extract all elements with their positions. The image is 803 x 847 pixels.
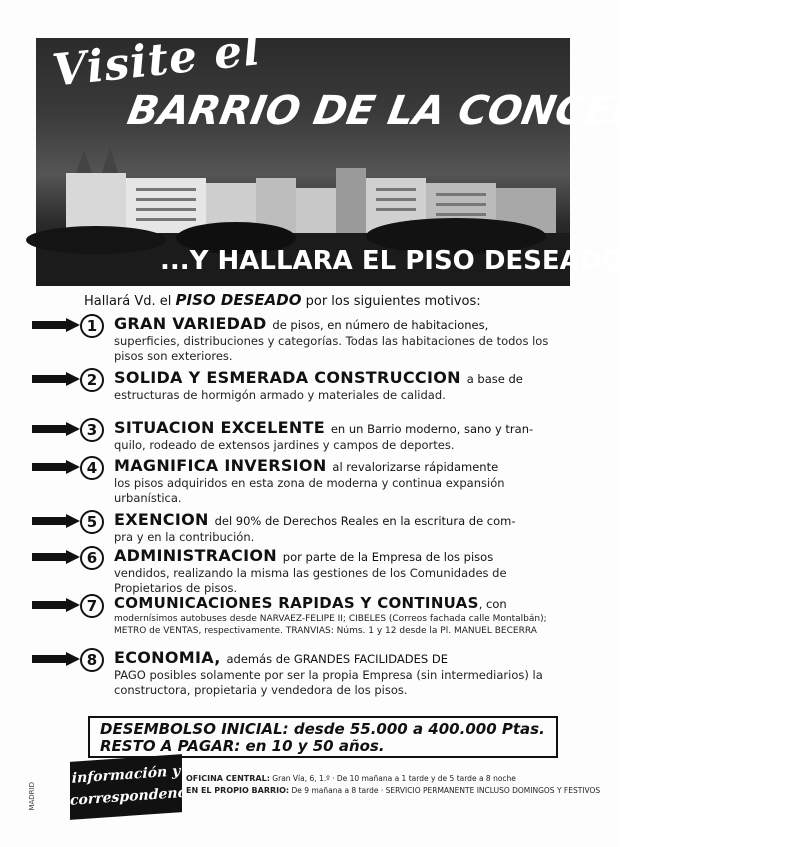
reason-title-text: COMUNICACIONES RAPIDAS Y CONTINUAS xyxy=(114,594,479,612)
intro-bold: PISO DESEADO xyxy=(175,291,302,309)
reason-number: 4 xyxy=(80,456,104,480)
arrow-icon xyxy=(32,514,80,528)
reason-number: 3 xyxy=(80,418,104,442)
reason-item-7 xyxy=(32,594,562,646)
reason-text: quilo, rodeado de extensos jardines y campos de deportes. xyxy=(114,438,455,452)
arrow-icon xyxy=(32,460,80,474)
reason-title-text: MAGNIFICA INVERSION xyxy=(114,456,327,475)
arrow-icon xyxy=(32,372,80,386)
arrow-icon xyxy=(32,550,80,564)
reason-title-text: GRAN VARIEDAD xyxy=(114,314,267,333)
reason-number: 2 xyxy=(80,368,104,392)
reason-title xyxy=(114,510,516,529)
reason-title-text: ADMINISTRACION xyxy=(114,546,277,565)
intro-line xyxy=(84,291,481,309)
reason-title xyxy=(114,368,523,387)
office-barrio-label: EN EL PROPIO BARRIO: xyxy=(186,786,290,795)
reason-item-8 xyxy=(32,648,562,712)
reason-number: 7 xyxy=(80,594,104,618)
office-central-label: OFICINA CENTRAL: xyxy=(186,774,270,783)
side-code: MADRID xyxy=(28,782,36,811)
arrow-icon xyxy=(32,422,80,436)
reason-inline-text: del 90% de Derechos Reales en la escritura de com- xyxy=(214,514,516,528)
reason-title xyxy=(114,648,448,667)
office-barrio-line xyxy=(186,786,600,795)
reason-title xyxy=(114,418,533,437)
arrow-icon xyxy=(32,598,80,612)
intro-post: por los siguientes motivos: xyxy=(305,294,481,309)
reason-title xyxy=(114,314,488,333)
reason-title xyxy=(114,594,507,612)
reason-text: superficies, distribuciones y categorías. Todas las habitaciones de todos los pisos son exteriores. xyxy=(114,334,549,363)
logo-line-1: información y xyxy=(71,763,181,787)
headline-piso-deseado: ...Y HALLARA EL PISO DESEADO xyxy=(160,246,624,276)
reason-item-2 xyxy=(32,368,562,414)
reason-title xyxy=(114,456,498,475)
reason-title-text: SITUACION EXCELENTE xyxy=(114,418,325,437)
information-logo xyxy=(70,754,201,820)
reason-text: PAGO posibles solamente por ser la propia Empresa (sin intermediarios) la constructora, propietaria y vendedora de los pisos. xyxy=(114,668,543,697)
payment-line-1: DESEMBOLSO INICIAL: desde 55.000 a 400.000 Ptas. xyxy=(100,720,545,738)
reason-text: vendidos, realizando la misma las gestiones de los Comunidades de Propietarios de pisos. xyxy=(114,566,507,595)
reason-inline-text: en un Barrio moderno, sano y tran- xyxy=(330,422,534,436)
reason-item-5 xyxy=(32,510,562,546)
reason-inline-text: a base de xyxy=(466,372,523,386)
reason-item-6 xyxy=(32,546,562,595)
reason-inline-text: de pisos, en número de habitaciones, xyxy=(272,318,489,332)
payment-line-2: RESTO A PAGAR: en 10 y 50 años. xyxy=(100,737,385,755)
reason-text: modernísimos autobuses desde NARVAEZ-FELIPE II; CIBELES (Correos fachada calle Montalbán); METRO de VENTAS, respectivamente. TRANVIAS: Núms. 1 y 12 desde la Pl. MANUEL BECERRA xyxy=(114,614,547,636)
payment-box xyxy=(88,716,558,758)
reason-number: 5 xyxy=(80,510,104,534)
arrow-icon xyxy=(32,652,80,666)
reason-text: pra y en la contribución. xyxy=(114,530,255,544)
reason-inline-text: al revalorizarse rápidamente xyxy=(332,460,499,474)
office-central-line xyxy=(186,774,516,783)
headline-barrio: BARRIO DE LA CONCEPCION... xyxy=(123,88,803,134)
intro-pre: Hallará Vd. el xyxy=(84,294,172,309)
reason-text: los pisos adquiridos en esta zona de moderna y continua expansión urbanística. xyxy=(114,476,505,505)
reason-inline-text: , con xyxy=(478,597,507,611)
reason-item-1 xyxy=(32,314,562,362)
headline-visite-el: Visite el xyxy=(50,24,264,97)
reason-item-3 xyxy=(32,418,562,454)
reason-title-text: EXENCION xyxy=(114,510,209,529)
header-photo xyxy=(36,24,803,286)
reason-number: 8 xyxy=(80,648,104,672)
reason-text: estructuras de hormigón armado y materiales de calidad. xyxy=(114,388,446,402)
reason-number: 6 xyxy=(80,546,104,570)
office-barrio-text: De 9 mañana a 8 tarde · SERVICIO PERMANENTE INCLUSO DOMINGOS Y FESTIVOS xyxy=(291,786,601,795)
reason-inline-text: además de GRANDES FACILIDADES DE xyxy=(226,652,448,666)
logo-line-2: correspondencia xyxy=(70,783,201,809)
reason-number: 1 xyxy=(80,314,104,338)
reason-item-4 xyxy=(32,456,562,504)
office-central-text: Gran Vía, 6, 1.º · De 10 mañana a 1 tarde y de 5 tarde a 8 noche xyxy=(272,774,516,783)
reason-inline-text: por parte de la Empresa de los pisos xyxy=(282,550,494,564)
reason-title-text: ECONOMIA, xyxy=(114,648,221,667)
reason-title xyxy=(114,546,493,565)
reason-title-text: SOLIDA Y ESMERADA CONSTRUCCION xyxy=(114,368,461,387)
arrow-icon xyxy=(32,318,80,332)
